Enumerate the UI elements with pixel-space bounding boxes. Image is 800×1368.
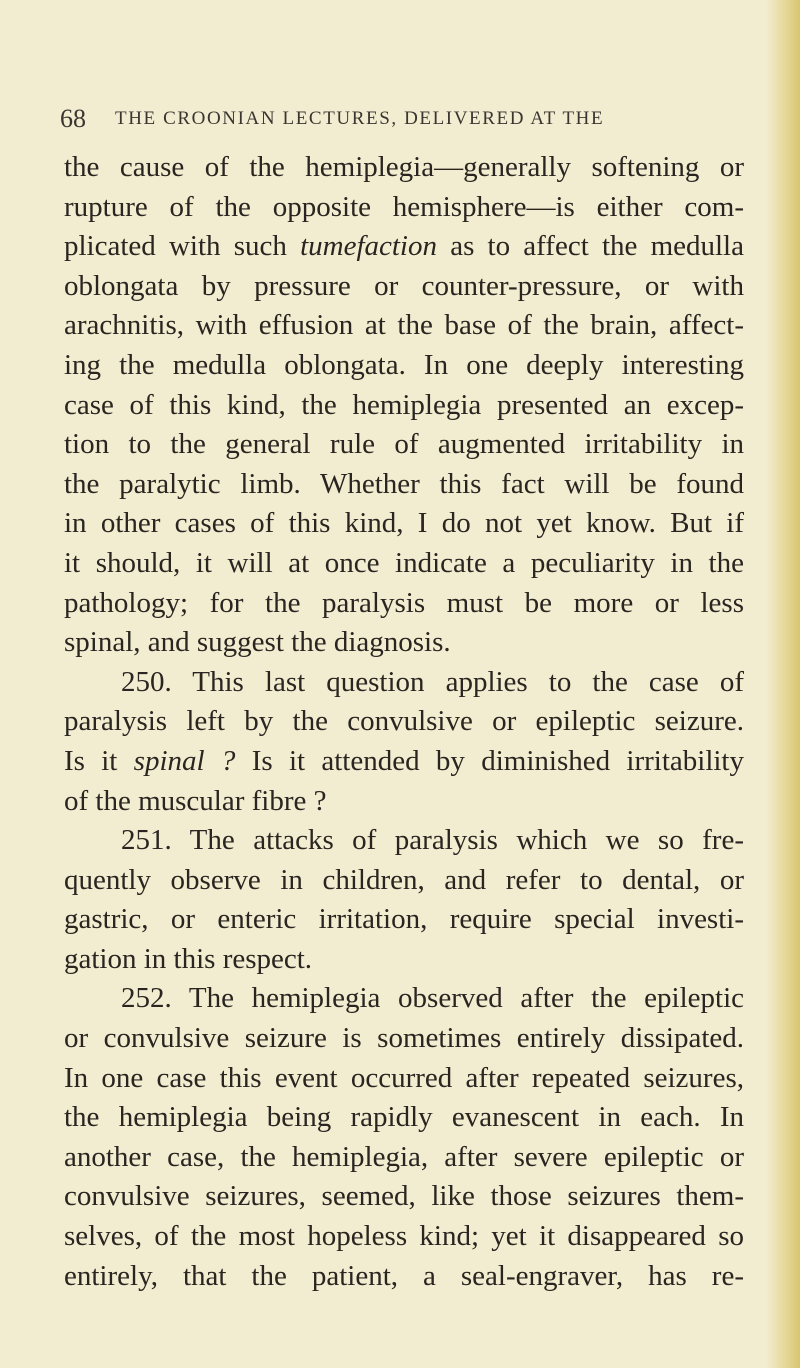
text-line <box>64 742 744 782</box>
text-line: selves, of the most hopeless kind; yet it disappeared so <box>64 1220 744 1253</box>
text-line: 250. This last question applies to the case of <box>121 665 744 698</box>
text-line: 251. The attacks of paralysis which we so fre- <box>121 824 744 857</box>
text-line: the hemiplegia being rapidly evanescent in each. In <box>64 1101 744 1134</box>
text-line: or convulsive seizure is sometimes entirely dissipated. <box>64 1022 744 1055</box>
running-head: THE CROONIAN LECTURES, DELIVERED AT THE <box>115 108 605 129</box>
text-line: paralysis left by the convulsive or epileptic seizure. <box>64 705 744 738</box>
page-header <box>60 104 760 134</box>
text-line: In one case this event occurred after repeated seizures, <box>64 1061 744 1094</box>
text-segment: Is it <box>64 744 134 777</box>
text-line: tion to the general rule of augmented irritability in <box>64 428 744 461</box>
text-line: spinal, and suggest the diagnosis. <box>64 626 451 659</box>
text-line: entirely, that the patient, a seal-engraver, has re- <box>64 1259 744 1292</box>
page-edge-shadow <box>766 0 800 1368</box>
text-line: gation in this respect. <box>64 942 313 975</box>
text-line: another case, the hemiplegia, after severe epileptic or <box>64 1140 744 1173</box>
text-line: oblongata by pressure or counter-pressure, or with <box>64 269 744 302</box>
page-number: 68 <box>60 104 86 133</box>
text-line: ing the medulla oblongata. In one deeply interesting <box>64 348 744 381</box>
italic-term: spinal ? <box>133 744 236 777</box>
text-line: convulsive seizures, seemed, like those seizures them- <box>64 1180 744 1213</box>
body-text <box>64 148 744 1296</box>
text-line: quently observe in children, and refer to dental, or <box>64 863 744 896</box>
text-segment: Is it attended by diminished irritability <box>235 744 744 777</box>
text-line: of the muscular fibre ? <box>64 784 327 817</box>
text-line: in other cases of this kind, I do not yet know. But if <box>64 507 744 540</box>
text-segment: as to affect the medulla <box>437 230 744 263</box>
text-line: gastric, or enteric irritation, require special investi- <box>64 903 744 936</box>
text-line: rupture of the opposite hemisphere—is either com- <box>64 190 744 223</box>
text-line: 252. The hemiplegia observed after the epileptic <box>121 982 744 1015</box>
text-line: the paralytic limb. Whether this fact will be found <box>64 467 744 500</box>
text-line: the cause of the hemiplegia—generally softening or <box>64 151 744 183</box>
text-line: case of this kind, the hemiplegia presented an excep- <box>64 388 744 421</box>
text-line: arachnitis, with effusion at the base of the brain, affect- <box>64 309 744 342</box>
text-segment: plicated with such <box>64 230 301 263</box>
text-line: pathology; for the paralysis must be more or less <box>64 586 744 619</box>
text-line <box>64 227 744 267</box>
italic-term: tumefaction <box>300 230 437 263</box>
text-line: it should, it will at once indicate a peculiarity in the <box>64 546 744 579</box>
